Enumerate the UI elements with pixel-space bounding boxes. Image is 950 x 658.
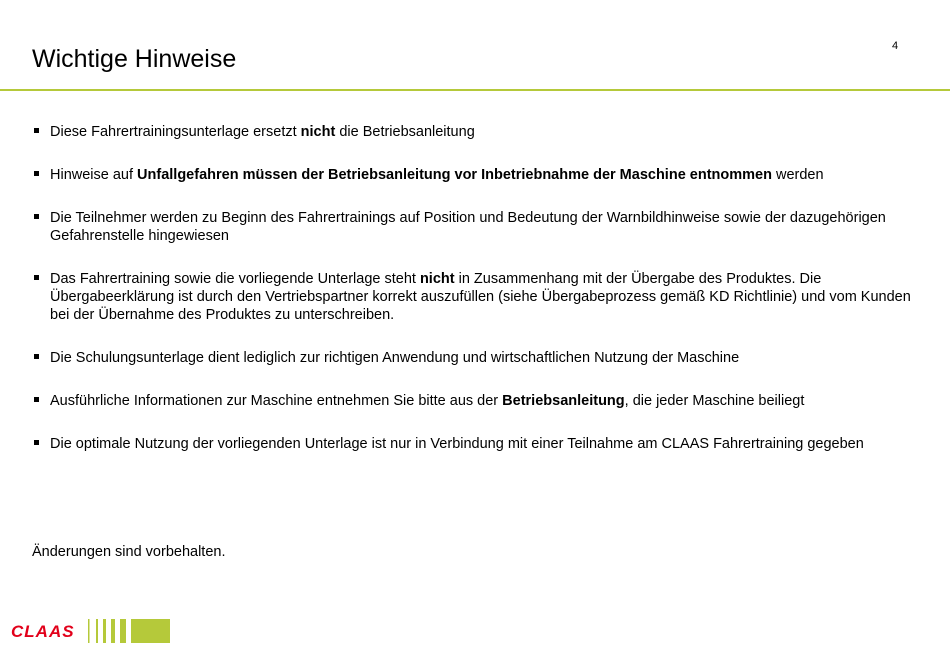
- bullet-list: [33, 123, 933, 478]
- bullet-item: [33, 392, 933, 410]
- claas-logo-graphic: [10, 618, 175, 644]
- bullet-marker: [34, 214, 39, 219]
- bullet-text: Die Schulungsunterlage dient lediglich zur richtigen Anwendung und wirtschaftlichen Nutzung der Maschine: [50, 350, 740, 366]
- bullet-item: [33, 209, 933, 245]
- bullet-text: werden: [771, 167, 824, 183]
- logo-stripe: [96, 619, 98, 643]
- bullet-marker: [34, 171, 39, 176]
- bullet-item: [33, 270, 933, 324]
- bullet-text-bold: Unfallgefahren müssen der Betriebsanleitung vor Inbetriebnahme der Maschine entnommen: [137, 167, 772, 183]
- bullet-marker: [34, 440, 39, 445]
- logo-stripe: [111, 619, 115, 643]
- bullet-text-bold: nicht: [419, 271, 455, 287]
- logo-block: [131, 619, 170, 643]
- footnote: Änderungen sind vorbehalten.: [32, 544, 226, 560]
- bullet-marker: [34, 397, 39, 402]
- logo-stripe: [120, 619, 126, 643]
- header-divider: [0, 89, 950, 91]
- bullet-text: Das Fahrertraining sowie die vorliegende Unterlage steht: [50, 271, 420, 287]
- bullet-marker: [34, 128, 39, 133]
- bullet-text: Die Teilnehmer werden zu Beginn des Fahrertrainings auf Position und Bedeutung der Warnbildhinweise sowie der dazugehörigen Gefahrenstelle hingewiesen: [50, 210, 886, 244]
- bullet-text-bold: Betriebsanleitung: [502, 393, 625, 409]
- claas-logo: [10, 618, 175, 644]
- bullet-item: [33, 349, 933, 367]
- bullet-item: [33, 166, 933, 184]
- bullet-marker: [34, 275, 39, 280]
- bullet-text-bold: nicht: [300, 124, 336, 140]
- bullet-text: in Zusammenhang mit der Übergabe des Produktes. Die Übergabeerklärung ist durch den Vertriebspartner korrekt auszufüllen (siehe Übergabeprozess gemäß KD Richtlinie) und vom Kunden bei der Übernahme des Produktes zu unterschreiben.: [50, 271, 911, 323]
- bullet-item: [33, 123, 933, 141]
- bullet-text: die Betriebsanleitung: [335, 124, 475, 140]
- bullet-marker: [34, 354, 39, 359]
- bullet-text: Diese Fahrertrainingsunterlage ersetzt: [50, 124, 301, 140]
- logo-stripe: [103, 619, 106, 643]
- bullet-text: Ausführliche Informationen zur Maschine entnehmen Sie bitte aus der: [50, 393, 503, 409]
- bullet-text: Die optimale Nutzung der vorliegenden Unterlage ist nur in Verbindung mit einer Teilnahme am CLAAS Fahrertraining gegeben: [50, 436, 864, 452]
- bullet-item: [33, 435, 933, 453]
- page-title: Wichtige Hinweise: [32, 45, 237, 73]
- bullet-text: , die jeder Maschine beiliegt: [624, 393, 805, 409]
- bullet-text: Hinweise auf: [50, 167, 138, 183]
- claas-wordmark: CLAAS: [11, 622, 75, 641]
- logo-stripe: [88, 619, 90, 643]
- page-number: 4: [892, 40, 899, 52]
